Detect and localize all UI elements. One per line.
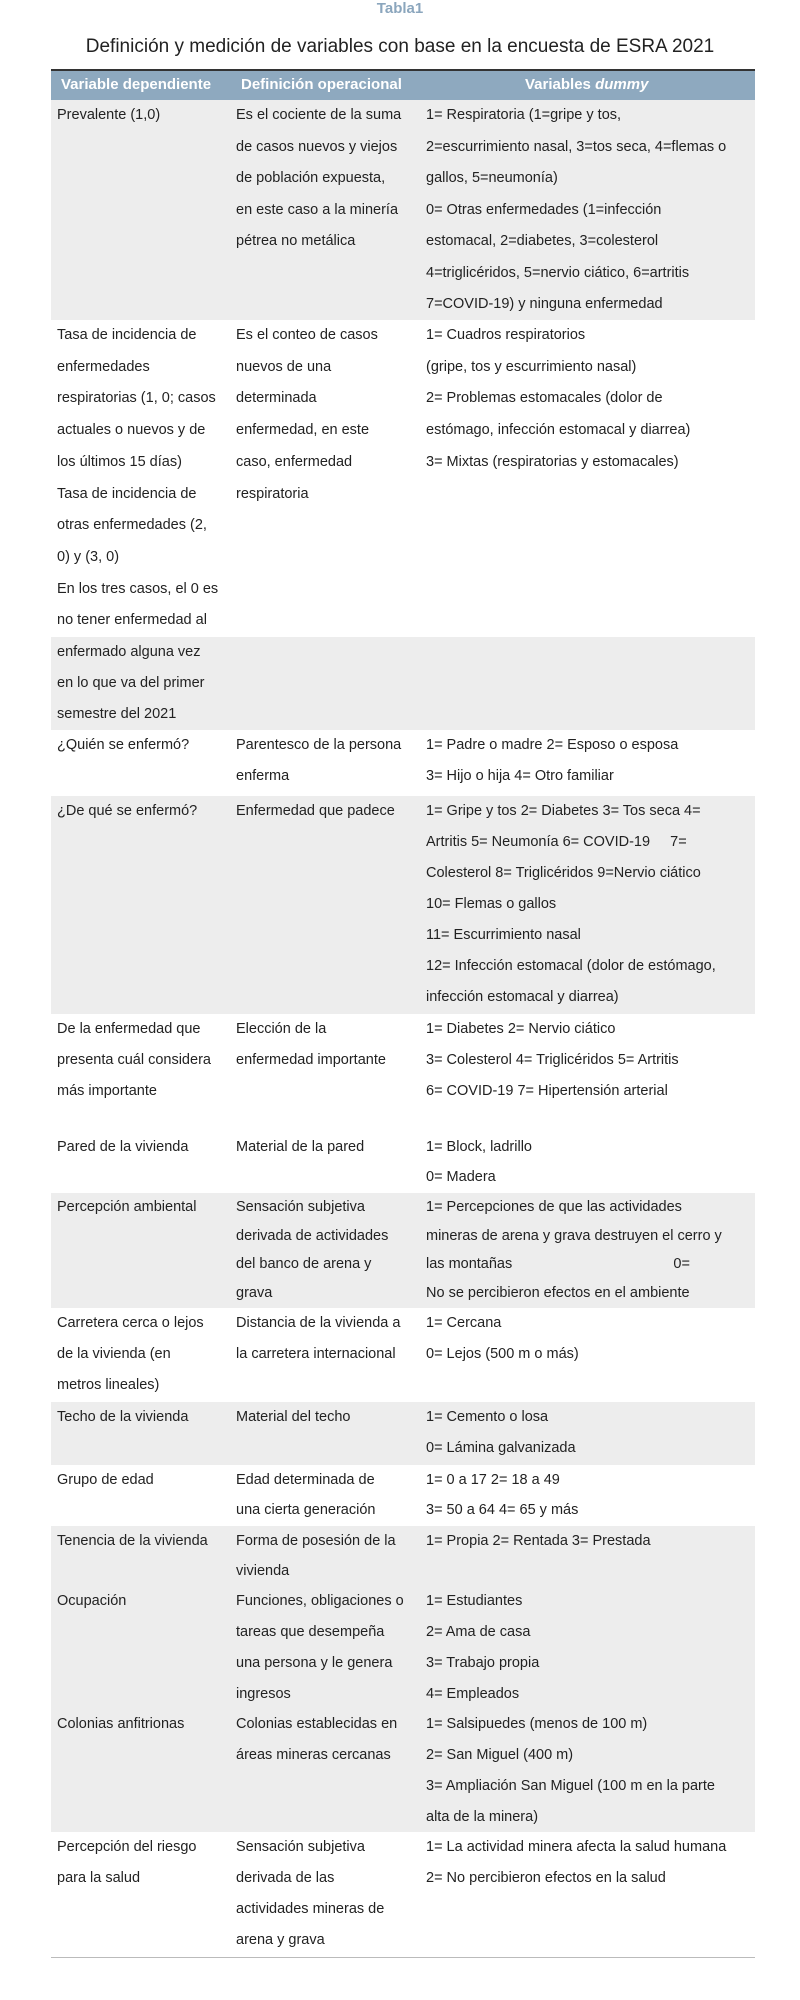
cell-line: Colonias establecidas en bbox=[236, 1716, 398, 1732]
cell-line: 3= Ampliación San Miguel (100 m en la parte bbox=[426, 1778, 715, 1794]
cell-line: pétrea no metálica bbox=[236, 233, 356, 249]
cell-line: 12= Infección estomacal (dolor de estómago, bbox=[426, 958, 716, 974]
definition-cell bbox=[236, 730, 424, 792]
cell-line: semestre del 2021 bbox=[57, 706, 177, 722]
cell-line: más importante bbox=[57, 1083, 157, 1099]
cell-line: Techo de la vivienda bbox=[57, 1409, 189, 1425]
cell-line: 7=COVID-19) y ninguna enfermedad bbox=[426, 296, 663, 312]
cell-line: 1= Propia 2= Rentada 3= Prestada bbox=[426, 1533, 651, 1549]
cell-line: De la enfermedad que bbox=[57, 1021, 201, 1037]
cell-line: enferma bbox=[236, 768, 290, 784]
definition-cell bbox=[236, 1709, 424, 1771]
dummy-cell bbox=[426, 1465, 753, 1525]
variable-cell bbox=[57, 796, 235, 827]
definition-cell bbox=[236, 1465, 424, 1525]
cell-line: Pared de la vivienda bbox=[57, 1139, 189, 1155]
cell-line: Tenencia de la vivienda bbox=[57, 1533, 208, 1549]
cell-line: la carretera internacional bbox=[236, 1346, 396, 1362]
cell-line: gallos, 5=neumonía) bbox=[426, 170, 558, 186]
cell-line: Percepción ambiental bbox=[57, 1199, 197, 1215]
cell-line: Percepción del riesgo bbox=[57, 1839, 197, 1855]
dummy-cell bbox=[426, 1014, 753, 1107]
cell-line: 2= Ama de casa bbox=[426, 1624, 531, 1640]
cell-line: de casos nuevos y viejos bbox=[236, 138, 398, 155]
dummy-cell bbox=[426, 1709, 753, 1833]
table-row bbox=[51, 1014, 755, 1130]
cell-line: estómago, infección estomacal y diarrea) bbox=[426, 422, 691, 439]
cell-line: Tasa de incidencia de bbox=[57, 485, 197, 502]
cell-line: nuevos de una bbox=[236, 358, 332, 375]
dummy-cell bbox=[426, 1130, 753, 1192]
cell-line: ¿De qué se enfermó? bbox=[57, 803, 198, 819]
cell-line: Material del techo bbox=[236, 1409, 351, 1425]
cell-line: de población expuesta, bbox=[236, 170, 386, 186]
definition-cell bbox=[236, 320, 424, 510]
cell-line: para la salud bbox=[57, 1870, 141, 1886]
table-row bbox=[51, 1832, 755, 1957]
dummy-cell bbox=[426, 100, 753, 321]
variable-cell bbox=[57, 1586, 235, 1617]
cell-line: Es el conteo de casos bbox=[236, 327, 378, 343]
cell-line: 1= Estudiantes bbox=[426, 1593, 523, 1609]
cell-line: en este caso a la minería bbox=[236, 201, 399, 218]
variable-cell bbox=[57, 1402, 235, 1433]
cell-line: Carretera cerca o lejos bbox=[57, 1315, 204, 1331]
cell-line: 2=escurrimiento nasal, 3=tos seca, 4=flemas o bbox=[426, 138, 727, 155]
table-row bbox=[51, 100, 755, 320]
cell-line: las montañas 0= bbox=[426, 1256, 690, 1272]
cell-line: enfermedad importante bbox=[236, 1052, 386, 1068]
cell-line: vivienda bbox=[236, 1563, 290, 1579]
table-row bbox=[51, 1709, 755, 1832]
cell-line: Artritis 5= Neumonía 6= COVID-19 7= bbox=[426, 834, 687, 850]
cell-line: (gripe, tos y escurrimiento nasal) bbox=[426, 358, 637, 375]
cell-line: estomacal, 2=diabetes, 3=colesterol bbox=[426, 233, 659, 249]
definition-cell bbox=[236, 1130, 424, 1162]
cell-line: Elección de la bbox=[236, 1021, 327, 1037]
dummy-cell bbox=[426, 796, 753, 1013]
cell-line: Edad determinada de bbox=[236, 1472, 375, 1488]
cell-line: 2= No percibieron efectos en la salud bbox=[426, 1870, 666, 1886]
cell-line: 1= La actividad minera afecta la salud humana bbox=[426, 1839, 727, 1855]
table-row bbox=[51, 1526, 755, 1586]
dummy-cell bbox=[426, 1832, 753, 1894]
variable-cell bbox=[57, 730, 235, 761]
variable-cell bbox=[57, 1709, 235, 1740]
cell-line: 0) y (3, 0) bbox=[57, 548, 120, 565]
cell-line: no tener enfermedad al bbox=[57, 612, 207, 629]
cell-line: Ocupación bbox=[57, 1593, 127, 1609]
cell-line: 1= Salsipuedes (menos de 100 m) bbox=[426, 1716, 648, 1732]
cell-line: Forma de posesión de la bbox=[236, 1533, 396, 1549]
cell-line: 1= 0 a 17 2= 18 a 49 bbox=[426, 1472, 560, 1488]
definition-cell bbox=[236, 1193, 424, 1307]
cell-line: enfermedad, en este bbox=[236, 422, 370, 439]
cell-line: 3= Colesterol 4= Triglicéridos 5= Artritis bbox=[426, 1052, 679, 1068]
definition-cell bbox=[236, 100, 424, 258]
cell-line: 1= Cemento o losa bbox=[426, 1409, 549, 1425]
cell-line: áreas mineras cercanas bbox=[236, 1747, 391, 1763]
dummy-cell bbox=[426, 1402, 753, 1464]
cell-line: Sensación subjetiva bbox=[236, 1839, 365, 1855]
cell-line: 10= Flemas o gallos bbox=[426, 896, 557, 912]
definition-cell bbox=[236, 1014, 424, 1076]
cell-line: 0= Madera bbox=[426, 1169, 496, 1185]
variable-cell bbox=[57, 320, 235, 637]
table-row bbox=[51, 1465, 755, 1526]
cell-line: 3= Hijo o hija 4= Otro familiar bbox=[426, 768, 614, 784]
dummy-cell bbox=[426, 1193, 753, 1307]
cell-line: respiratorias (1, 0; casos bbox=[57, 390, 216, 407]
table-header bbox=[51, 69, 755, 100]
cell-line: 0= Otras enfermedades (1=infección bbox=[426, 201, 662, 218]
cell-line: No se percibieron efectos en el ambiente bbox=[426, 1284, 690, 1301]
table-row bbox=[51, 730, 755, 796]
cell-line: 1= Cercana bbox=[426, 1315, 502, 1331]
cell-line: derivada de actividades bbox=[236, 1227, 389, 1244]
cell-line: arena y grava bbox=[236, 1932, 325, 1948]
header-dummy-label: dummy bbox=[595, 76, 649, 93]
cell-line: una persona y le genera bbox=[236, 1655, 393, 1671]
cell-line: Enfermedad que padece bbox=[236, 803, 395, 819]
cell-line: 1= Block, ladrillo bbox=[426, 1139, 532, 1155]
table-row bbox=[51, 320, 755, 637]
cell-line: enfermado alguna vez bbox=[57, 644, 201, 660]
table-row bbox=[51, 1586, 755, 1709]
variables-table bbox=[51, 69, 755, 1958]
cell-line: del banco de arena y bbox=[236, 1256, 372, 1272]
cell-line: Prevalente (1,0) bbox=[57, 107, 161, 123]
table-title: Definición y medición de variables con base en la encuesta de ESRA 2021 bbox=[85, 36, 715, 57]
dummy-cell bbox=[426, 730, 753, 792]
variable-cell bbox=[57, 1193, 235, 1222]
cell-line: presenta cuál considera bbox=[57, 1052, 211, 1068]
cell-line: 4= Empleados bbox=[426, 1686, 520, 1702]
cell-line: de la vivienda (en bbox=[57, 1346, 171, 1362]
cell-line: los últimos 15 días) bbox=[57, 453, 182, 470]
cell-line: 1= Respiratoria (1=gripe y tos, bbox=[426, 107, 622, 123]
bottom-rule bbox=[51, 1957, 755, 1958]
variable-cell bbox=[57, 1832, 235, 1894]
header-variables-dummy bbox=[525, 71, 648, 99]
cell-line: caso, enfermedad bbox=[236, 453, 353, 470]
cell-line: 0= Lámina galvanizada bbox=[426, 1440, 576, 1456]
variable-cell bbox=[57, 637, 235, 730]
cell-line: Grupo de edad bbox=[57, 1472, 154, 1488]
cell-line: derivada de las bbox=[236, 1870, 335, 1886]
cell-line: 2= San Miguel (400 m) bbox=[426, 1747, 574, 1763]
cell-line: tareas que desempeña bbox=[236, 1624, 385, 1640]
cell-line: 1= Gripe y tos 2= Diabetes 3= Tos seca 4= bbox=[426, 803, 701, 819]
cell-line: Sensación subjetiva bbox=[236, 1199, 365, 1215]
cell-line: respiratoria bbox=[236, 485, 309, 502]
cell-line: Colonias anfitrionas bbox=[57, 1716, 185, 1732]
variable-cell bbox=[57, 100, 235, 132]
dummy-cell bbox=[426, 1586, 753, 1710]
header-variables-label: Variables bbox=[525, 76, 596, 93]
cell-line: enfermedades bbox=[57, 358, 150, 375]
variable-cell bbox=[57, 1308, 235, 1401]
definition-cell bbox=[236, 1832, 424, 1956]
cell-line: Tasa de incidencia de bbox=[57, 327, 197, 343]
cell-line: Material de la pared bbox=[236, 1139, 365, 1155]
table-row bbox=[51, 1193, 755, 1308]
cell-line: 1= Cuadros respiratorios bbox=[426, 327, 586, 343]
definition-cell bbox=[236, 796, 424, 827]
cell-line: en lo que va del primer bbox=[57, 675, 205, 691]
cell-line: grava bbox=[236, 1284, 273, 1301]
cell-line: 1= Padre o madre 2= Esposo o esposa bbox=[426, 737, 679, 753]
cell-line: Colesterol 8= Triglicéridos 9=Nervio ciático bbox=[426, 865, 701, 881]
table-row bbox=[51, 796, 755, 1014]
cell-line: 4=triglicéridos, 5=nervio ciático, 6=artritis bbox=[426, 264, 690, 281]
table-row bbox=[51, 1130, 755, 1193]
variable-cell bbox=[57, 1465, 235, 1495]
cell-line: 1= Diabetes 2= Nervio ciático bbox=[426, 1021, 616, 1037]
header-definicion-operacional: Definición operacional bbox=[241, 76, 402, 93]
definition-cell bbox=[236, 1402, 424, 1433]
table-row bbox=[51, 637, 755, 730]
definition-cell bbox=[236, 1586, 424, 1710]
cell-line: actuales o nuevos y de bbox=[57, 422, 206, 439]
cell-line: 11= Escurrimiento nasal bbox=[426, 927, 581, 943]
variable-cell bbox=[57, 1526, 235, 1556]
cell-line: 3= Mixtas (respiratorias y estomacales) bbox=[426, 453, 679, 470]
cell-line: actividades mineras de bbox=[236, 1901, 385, 1917]
table-row bbox=[51, 1308, 755, 1402]
variable-cell bbox=[57, 1130, 235, 1162]
cell-line: ingresos bbox=[236, 1686, 291, 1702]
cell-line: 3= 50 a 64 4= 65 y más bbox=[426, 1502, 579, 1518]
cell-line: mineras de arena y grava destruyen el cerro y bbox=[426, 1227, 722, 1244]
cell-line: Distancia de la vivienda a bbox=[236, 1315, 401, 1331]
cell-line: 1= Percepciones de que las actividades bbox=[426, 1199, 682, 1215]
table-caption: Tabla1 bbox=[376, 0, 424, 17]
cell-line: metros lineales) bbox=[57, 1377, 160, 1393]
cell-line: 2= Problemas estomacales (dolor de bbox=[426, 390, 663, 407]
cell-line: ¿Quién se enfermó? bbox=[57, 737, 190, 753]
variable-cell bbox=[57, 1014, 235, 1107]
cell-line: 3= Trabajo propia bbox=[426, 1655, 540, 1671]
cell-line: Parentesco de la persona bbox=[236, 737, 402, 753]
header-variable-dependiente: Variable dependiente bbox=[61, 76, 212, 93]
cell-line: Funciones, obligaciones o bbox=[236, 1593, 404, 1609]
cell-line: alta de la minera) bbox=[426, 1809, 539, 1825]
definition-cell bbox=[236, 1526, 424, 1586]
cell-line: una cierta generación bbox=[236, 1502, 376, 1518]
cell-line: determinada bbox=[236, 390, 317, 407]
cell-line: 6= COVID-19 7= Hipertensión arterial bbox=[426, 1083, 668, 1099]
cell-line: infección estomacal y diarrea) bbox=[426, 989, 619, 1005]
dummy-cell bbox=[426, 1526, 753, 1556]
dummy-cell bbox=[426, 1308, 753, 1370]
cell-line: En los tres casos, el 0 es bbox=[57, 580, 219, 597]
cell-line: 0= Lejos (500 m o más) bbox=[426, 1346, 579, 1362]
cell-line: Es el cociente de la suma bbox=[236, 107, 402, 123]
dummy-cell bbox=[426, 320, 753, 479]
cell-line: otras enfermedades (2, bbox=[57, 517, 207, 534]
table-row bbox=[51, 1402, 755, 1465]
definition-cell bbox=[236, 1308, 424, 1370]
